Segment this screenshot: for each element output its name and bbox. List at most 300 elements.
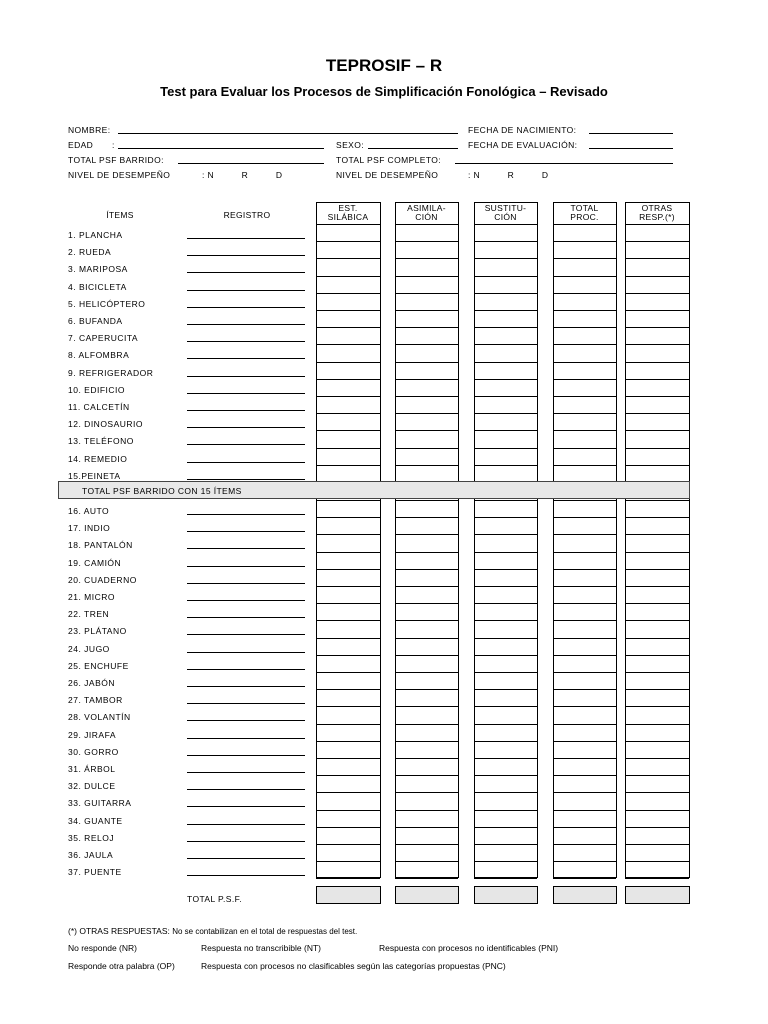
score-cell[interactable] (475, 518, 537, 534)
score-cell[interactable] (475, 725, 537, 741)
score-cell[interactable] (475, 793, 537, 809)
score-cell[interactable] (626, 414, 689, 430)
score-cell[interactable] (396, 553, 458, 569)
score-cell[interactable] (554, 277, 616, 293)
score-cell[interactable] (626, 294, 689, 310)
score-cell[interactable] (396, 501, 458, 517)
registro-field[interactable] (187, 669, 305, 670)
score-cell[interactable] (554, 656, 616, 672)
score-cell[interactable] (554, 793, 616, 809)
item-label: 11. CALCETÍN (68, 402, 130, 412)
registro-field[interactable] (187, 686, 305, 687)
total-barrido-field[interactable] (178, 163, 324, 164)
score-cell[interactable] (626, 845, 689, 861)
score-cell[interactable] (626, 380, 689, 396)
item-label: 34. GUANTE (68, 815, 123, 826)
score-cell[interactable] (317, 793, 380, 809)
score-cell[interactable] (396, 828, 458, 844)
item-label: 28. VOLANTÍN (68, 712, 131, 723)
score-cell[interactable] (626, 621, 689, 637)
score-cell[interactable] (554, 449, 616, 465)
score-cell[interactable] (554, 466, 616, 482)
sustitucion-total-box[interactable] (474, 886, 538, 904)
score-cell[interactable] (396, 449, 458, 465)
score-cell[interactable] (396, 431, 458, 447)
score-cell[interactable] (626, 604, 689, 620)
score-cell[interactable] (475, 742, 537, 758)
score-cell[interactable] (317, 225, 380, 241)
score-cell[interactable] (317, 862, 380, 878)
otras-resp-total-box[interactable] (625, 886, 690, 904)
score-cell[interactable] (396, 294, 458, 310)
item-label: 14. REMEDIO (68, 453, 128, 464)
score-cell[interactable] (475, 656, 537, 672)
score-cell[interactable] (396, 363, 458, 379)
score-cell[interactable] (317, 845, 380, 861)
registro-field[interactable] (187, 255, 305, 256)
score-cell[interactable] (317, 431, 380, 447)
edad-colon: : (112, 140, 115, 150)
registro-field[interactable] (187, 617, 305, 618)
score-cell[interactable] (475, 397, 537, 413)
item-label: 32. DULCE (68, 781, 116, 792)
score-cell[interactable] (396, 518, 458, 534)
item-label: 17. INDIO (68, 523, 111, 534)
score-cell[interactable] (475, 449, 537, 465)
score-cell[interactable] (554, 259, 616, 275)
registro-field[interactable] (187, 393, 305, 394)
score-cell[interactable] (396, 639, 458, 655)
registro-field[interactable] (187, 841, 305, 842)
item-label: 23. PLÁTANO (68, 626, 127, 637)
otras-respuestas-title (68, 926, 357, 936)
fecha-evaluacion-field[interactable] (589, 148, 673, 149)
grid-row-line (553, 878, 616, 879)
score-cell[interactable] (475, 345, 537, 361)
score-cell[interactable] (396, 259, 458, 275)
score-cell[interactable] (626, 501, 689, 517)
subtotal-band-label: TOTAL PSF BARRIDO CON 15 ÍTEMS (82, 486, 242, 496)
score-cell[interactable] (554, 725, 616, 741)
registro-field[interactable] (187, 410, 305, 411)
legend-pnc: Respuesta con procesos no clasificables según las categorías propuestas (PNC) (201, 961, 506, 971)
score-cell[interactable] (317, 277, 380, 293)
score-cell[interactable] (554, 690, 616, 706)
score-cell[interactable] (396, 328, 458, 344)
item-label: 30. GORRO (68, 746, 119, 757)
score-cell[interactable] (626, 656, 689, 672)
score-cell[interactable] (396, 345, 458, 361)
score-cell[interactable] (475, 690, 537, 706)
fecha-evaluacion-label: FECHA DE EVALUACIÓN: (468, 140, 578, 150)
score-cell[interactable] (475, 328, 537, 344)
score-cell[interactable] (396, 535, 458, 551)
score-cell[interactable] (475, 621, 537, 637)
score-cell[interactable] (475, 828, 537, 844)
score-cell[interactable] (475, 639, 537, 655)
form-subtitle: Test para Evaluar los Procesos de Simplificación Fonológica – Revisado (160, 84, 608, 99)
registro-field[interactable] (187, 738, 305, 739)
score-cell[interactable] (317, 311, 380, 327)
score-cell[interactable] (554, 811, 616, 827)
registro-field[interactable] (187, 703, 305, 704)
legend-nt: Respuesta no transcribible (NT) (201, 943, 321, 953)
registro-field[interactable] (187, 652, 305, 653)
score-cell[interactable] (626, 311, 689, 327)
score-cell[interactable] (626, 345, 689, 361)
item-label: 29. JIRAFA (68, 729, 116, 740)
registro-field[interactable] (187, 341, 305, 342)
total-barrido-label: TOTAL PSF BARRIDO: (68, 155, 164, 165)
registro-field[interactable] (187, 358, 305, 359)
item-label: 26. JABÓN (68, 678, 116, 688)
score-cell[interactable] (554, 759, 616, 775)
score-cell[interactable] (626, 449, 689, 465)
score-cell[interactable] (554, 518, 616, 534)
item-label: 25. ENCHUFE (68, 660, 129, 671)
total-proc-total-box[interactable] (553, 886, 617, 904)
score-cell[interactable] (317, 656, 380, 672)
score-cell[interactable] (554, 501, 616, 517)
score-cell[interactable] (396, 845, 458, 861)
score-cell[interactable] (396, 604, 458, 620)
items-header: ÍTEMS (106, 210, 134, 220)
otras-note-text: No se contabilizan en el total de respuestas del test. (172, 927, 358, 936)
item-label: 36. JAULA (68, 850, 114, 860)
score-cell[interactable] (396, 707, 458, 723)
score-cell[interactable] (626, 518, 689, 534)
registro-field[interactable] (187, 462, 305, 463)
score-cell[interactable] (475, 845, 537, 861)
registro-field[interactable] (187, 548, 305, 549)
score-cell[interactable] (396, 759, 458, 775)
fecha-nacimiento-field[interactable] (589, 133, 673, 134)
legend-pni: Respuesta con procesos no identificables (PNI) (379, 943, 559, 953)
registro-field[interactable] (187, 238, 305, 239)
item-label: 18. PANTALÓN (68, 540, 133, 551)
item-label: 3. MARIPOSA (68, 264, 128, 275)
score-cell[interactable] (626, 862, 689, 878)
score-cell[interactable] (396, 225, 458, 241)
score-cell[interactable] (626, 363, 689, 379)
score-cell[interactable] (396, 656, 458, 672)
registro-field[interactable] (187, 479, 305, 480)
item-label: 9. REFRIGERADOR (68, 367, 154, 378)
registro-field[interactable] (187, 755, 305, 756)
item-label: 16. AUTO (68, 506, 110, 516)
score-cell[interactable] (317, 466, 380, 482)
registro-field[interactable] (187, 824, 305, 825)
sexo-field[interactable] (368, 148, 458, 149)
score-cell[interactable] (396, 277, 458, 293)
score-cell[interactable] (626, 259, 689, 275)
score-cell[interactable] (554, 570, 616, 586)
asimilacion-total-box[interactable] (395, 886, 459, 904)
score-cell[interactable] (626, 811, 689, 827)
edad-field[interactable] (118, 148, 324, 149)
score-cell[interactable] (475, 259, 537, 275)
score-cell[interactable] (396, 811, 458, 827)
score-cell[interactable] (317, 535, 380, 551)
score-cell[interactable] (475, 604, 537, 620)
score-cell[interactable] (317, 449, 380, 465)
score-cell[interactable] (475, 570, 537, 586)
score-cell[interactable] (554, 535, 616, 551)
sexo-label: SEXO: (336, 140, 364, 150)
score-cell[interactable] (317, 380, 380, 396)
item-label: 13. TELÉFONO (68, 436, 134, 447)
score-cell[interactable] (317, 742, 380, 758)
score-cell[interactable] (626, 690, 689, 706)
item-label: 10. EDIFICIO (68, 384, 126, 395)
score-cell[interactable] (317, 397, 380, 413)
registro-field[interactable] (187, 324, 305, 325)
score-cell[interactable] (396, 621, 458, 637)
score-cell[interactable] (626, 673, 689, 689)
total-proc-header: TOTAL PROC. (570, 203, 599, 222)
score-cell[interactable] (396, 793, 458, 809)
score-cell[interactable] (475, 294, 537, 310)
sustitucion-header: SUSTITU- CIÓN (484, 203, 527, 222)
registro-field[interactable] (187, 290, 305, 291)
score-cell[interactable] (317, 587, 380, 603)
score-cell[interactable] (396, 397, 458, 413)
item-label: 7. CAPERUCITA (68, 333, 139, 344)
score-cell[interactable] (626, 242, 689, 258)
score-cell[interactable] (626, 225, 689, 241)
registro-field[interactable] (187, 514, 305, 515)
registro-field[interactable] (187, 634, 305, 635)
otras-title-text: (*) OTRAS RESPUESTAS: (68, 926, 170, 936)
score-cell[interactable] (554, 431, 616, 447)
score-cell[interactable] (475, 501, 537, 517)
grid-row-line (395, 878, 458, 879)
score-cell[interactable] (396, 242, 458, 258)
score-cell[interactable] (475, 535, 537, 551)
score-cell[interactable] (554, 363, 616, 379)
score-cell[interactable] (475, 242, 537, 258)
nombre-label: NOMBRE: (68, 125, 111, 135)
score-cell[interactable] (554, 553, 616, 569)
score-cell[interactable] (317, 604, 380, 620)
score-cell[interactable] (626, 570, 689, 586)
registro-field[interactable] (187, 376, 305, 377)
score-cell[interactable] (317, 639, 380, 655)
otras-resp-header: OTRAS RESP.(*) (639, 203, 675, 222)
score-cell[interactable] (554, 621, 616, 637)
score-cell[interactable] (554, 328, 616, 344)
item-label: 35. RELOJ (68, 832, 115, 843)
score-cell[interactable] (317, 414, 380, 430)
score-cell[interactable] (475, 431, 537, 447)
item-label: 31. ÁRBOL (68, 764, 116, 774)
score-cell[interactable] (626, 587, 689, 603)
item-label: 24. JUGO (68, 643, 110, 654)
item-label: 8. ALFOMBRA (68, 350, 130, 361)
score-cell[interactable] (554, 311, 616, 327)
score-cell[interactable] (626, 535, 689, 551)
registro-field[interactable] (187, 772, 305, 773)
fecha-nacimiento-label: FECHA DE NACIMIENTO: (468, 125, 577, 135)
nombre-field[interactable] (118, 133, 458, 134)
score-cell[interactable] (475, 587, 537, 603)
score-cell[interactable] (475, 673, 537, 689)
item-label: 1. PLANCHA (68, 230, 123, 240)
item-label: 19. CAMIÓN (68, 557, 122, 568)
item-label: 6. BUFANDA (68, 316, 123, 326)
score-cell[interactable] (554, 587, 616, 603)
score-cell[interactable] (317, 242, 380, 258)
nivel-desempeno-label-2: NIVEL DE DESEMPEÑO (336, 170, 439, 180)
score-cell[interactable] (475, 380, 537, 396)
registro-field[interactable] (187, 444, 305, 445)
registro-field[interactable] (187, 427, 305, 428)
score-cell[interactable] (626, 793, 689, 809)
score-cell[interactable] (396, 466, 458, 482)
score-cell[interactable] (554, 707, 616, 723)
score-cell[interactable] (475, 707, 537, 723)
score-cell[interactable] (396, 673, 458, 689)
item-label: 37. PUENTE (68, 867, 122, 878)
total-completo-field[interactable] (455, 163, 673, 164)
score-cell[interactable] (396, 776, 458, 792)
score-cell[interactable] (396, 414, 458, 430)
registro-field[interactable] (187, 566, 305, 567)
registro-field[interactable] (187, 600, 305, 601)
registro-field[interactable] (187, 531, 305, 532)
total-psf-label: TOTAL P.S.F. (187, 894, 243, 904)
score-cell[interactable] (554, 294, 616, 310)
score-cell[interactable] (626, 776, 689, 792)
score-cell[interactable] (317, 828, 380, 844)
nivel-desempeno-label-1: NIVEL DE DESEMPEÑO (68, 170, 171, 180)
score-cell[interactable] (475, 553, 537, 569)
score-cell[interactable] (554, 639, 616, 655)
registro-field[interactable] (187, 272, 305, 273)
score-cell[interactable] (317, 294, 380, 310)
registro-field[interactable] (187, 720, 305, 721)
score-cell[interactable] (475, 759, 537, 775)
score-cell[interactable] (554, 380, 616, 396)
score-cell[interactable] (317, 259, 380, 275)
grid-row-line (316, 878, 380, 879)
score-cell[interactable] (554, 776, 616, 792)
score-cell[interactable] (554, 414, 616, 430)
asimilacion-header: ASIMILA- CIÓN (407, 203, 446, 222)
score-cell[interactable] (475, 776, 537, 792)
score-cell[interactable] (396, 570, 458, 586)
score-cell[interactable] (396, 742, 458, 758)
score-cell[interactable] (475, 414, 537, 430)
score-cell[interactable] (554, 862, 616, 878)
score-cell[interactable] (554, 673, 616, 689)
score-cell[interactable] (626, 397, 689, 413)
score-cell[interactable] (475, 466, 537, 482)
score-cell[interactable] (317, 776, 380, 792)
score-cell[interactable] (626, 431, 689, 447)
score-cell[interactable] (317, 690, 380, 706)
score-cell[interactable] (396, 311, 458, 327)
score-cell[interactable] (317, 725, 380, 741)
score-cell[interactable] (554, 225, 616, 241)
edad-label: EDAD (68, 140, 94, 150)
score-cell[interactable] (317, 621, 380, 637)
score-cell[interactable] (626, 639, 689, 655)
score-cell[interactable] (317, 501, 380, 517)
total-completo-label: TOTAL PSF COMPLETO: (336, 155, 442, 165)
score-cell[interactable] (317, 673, 380, 689)
score-cell[interactable] (317, 345, 380, 361)
nivel-options-1[interactable]: : N R D (202, 170, 283, 180)
registro-field[interactable] (187, 307, 305, 308)
item-label: 12. DINOSAURIO (68, 419, 144, 430)
score-cell[interactable] (626, 759, 689, 775)
score-cell[interactable] (554, 604, 616, 620)
score-cell[interactable] (475, 311, 537, 327)
registro-field[interactable] (187, 875, 305, 876)
score-cell[interactable] (396, 725, 458, 741)
score-cell[interactable] (554, 242, 616, 258)
score-cell[interactable] (396, 862, 458, 878)
score-cell[interactable] (475, 277, 537, 293)
score-cell[interactable] (317, 518, 380, 534)
registro-field[interactable] (187, 789, 305, 790)
score-cell[interactable] (317, 759, 380, 775)
item-label: 27. TAMBOR (68, 695, 123, 706)
score-cell[interactable] (396, 690, 458, 706)
score-cell[interactable] (317, 707, 380, 723)
item-label: 5. HELICÓPTERO (68, 298, 146, 309)
registro-header: REGISTRO (223, 210, 271, 220)
score-cell[interactable] (626, 707, 689, 723)
item-label: 22. TREN (68, 609, 110, 620)
score-cell[interactable] (554, 845, 616, 861)
registro-field[interactable] (187, 806, 305, 807)
score-cell[interactable] (475, 225, 537, 241)
score-cell[interactable] (317, 553, 380, 569)
score-cell[interactable] (475, 363, 537, 379)
score-cell[interactable] (396, 380, 458, 396)
score-cell[interactable] (317, 363, 380, 379)
score-cell[interactable] (475, 862, 537, 878)
score-cell[interactable] (626, 725, 689, 741)
grid-row-line (625, 878, 689, 879)
score-cell[interactable] (554, 828, 616, 844)
registro-field[interactable] (187, 858, 305, 859)
score-cell[interactable] (554, 742, 616, 758)
score-cell[interactable] (626, 553, 689, 569)
score-cell[interactable] (317, 328, 380, 344)
score-cell[interactable] (626, 328, 689, 344)
score-cell[interactable] (554, 397, 616, 413)
score-cell[interactable] (626, 828, 689, 844)
nivel-options-2[interactable]: : N R D (468, 170, 549, 180)
registro-field[interactable] (187, 583, 305, 584)
score-cell[interactable] (475, 811, 537, 827)
score-cell[interactable] (317, 811, 380, 827)
score-cell[interactable] (396, 587, 458, 603)
form-title: TEPROSIF – R (325, 56, 443, 75)
est-silabica-total-box[interactable] (316, 886, 381, 904)
legend-nr: No responde (NR) (68, 943, 137, 953)
score-cell[interactable] (626, 277, 689, 293)
score-cell[interactable] (317, 570, 380, 586)
item-label: 33. GUITARRA (68, 798, 132, 809)
score-cell[interactable] (554, 345, 616, 361)
item-label: 2. RUEDA (68, 247, 112, 258)
score-cell[interactable] (626, 466, 689, 482)
score-cell[interactable] (626, 742, 689, 758)
